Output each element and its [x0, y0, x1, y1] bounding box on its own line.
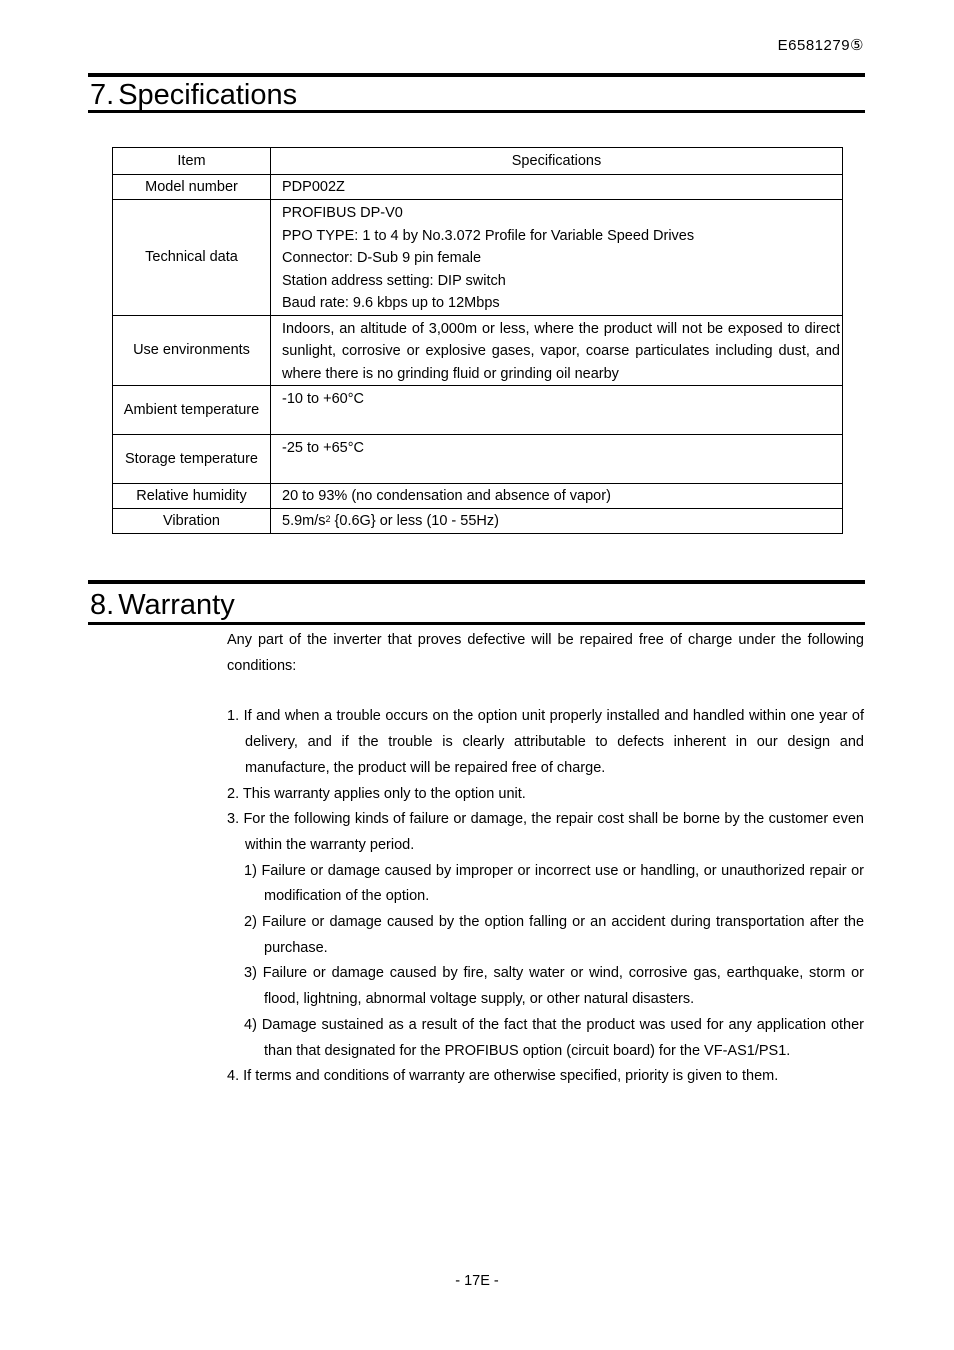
row-item: Use environments	[113, 315, 271, 386]
section-heading-specifications	[88, 73, 865, 113]
list-item: 3. For the following kinds of failure or damage, the repair cost shall be borne by the customer even within the warranty period.	[227, 811, 864, 853]
warranty-body	[227, 628, 864, 1090]
specifications-table	[112, 147, 843, 534]
row-item: Model number	[113, 175, 271, 200]
row-item: Technical data	[113, 200, 271, 316]
warranty-intro: Any part of the inverter that proves defective will be repaired free of charge under the following conditions:	[227, 632, 864, 674]
table-row	[113, 200, 843, 316]
row-item: Storage temperature	[113, 435, 271, 484]
sub-list-item: 3) Failure or damage caused by fire, salty water or wind, corrosive gas, earthquake, storm or flood, lightning, abnormal voltage supply, or other natural disasters.	[244, 965, 865, 1008]
column-header-item: Item	[113, 148, 271, 175]
row-item: Relative humidity	[113, 484, 271, 509]
table-header-row	[113, 148, 843, 175]
section-title: Specifications	[118, 79, 298, 111]
list-item: 1. If and when a trouble occurs on the option unit properly installed and handled within one year of delivery, and if the trouble is clearly attributable to defects inherent in our design and manufacture, the product will be repaired free of charge.	[227, 708, 865, 776]
row-value: -10 to +60°C	[271, 386, 843, 435]
section-heading-warranty	[88, 580, 865, 625]
list-item: 2. This warranty applies only to the option unit.	[227, 785, 526, 802]
table-row	[113, 315, 843, 386]
page-number: - 17E -	[455, 1273, 499, 1289]
column-header-specifications: Specifications	[271, 148, 843, 175]
section-number: 7.	[90, 79, 115, 111]
row-item: Vibration	[113, 509, 271, 534]
sub-list-item: 1) Failure or damage caused by improper or incorrect use or handling, or unauthorized repair or modification of the option.	[244, 862, 864, 905]
row-value: Indoors, an altitude of 3,000m or less, where the product will not be exposed to direct sunlight, corrosive or explosive gases, vapor, coarse particulates including dust, and where there is no grinding fluid or grinding oil nearby	[271, 315, 843, 386]
row-value: $5.9m/s^2$ {0.6G} or less (10 - 55Hz)	[271, 509, 843, 534]
table-row	[113, 386, 843, 435]
row-value: PROFIBUS DP-V0 PPO TYPE: 1 to 4 by No.3.072 Profile for Variable Speed Drives Connector: D-Sub 9 pin female Station address setting: DIP switch Baud rate: 9.6 kbps up to 12Mbps	[271, 200, 843, 316]
sub-list-item: 2) Failure or damage caused by the option falling or an accident during transportation after the purchase.	[244, 914, 865, 956]
list-item: 4. If terms and conditions of warranty are otherwise specified, priority is given to them.	[227, 1068, 779, 1085]
table-row	[113, 175, 843, 200]
document-number: E6581279⑤	[777, 37, 864, 54]
sub-list-item: 4) Damage sustained as a result of the fact that the product was used for any application other than that designated for the PROFIBUS option (circuit board) for the VF-AS1/PS1.	[244, 1016, 865, 1059]
table-row	[113, 509, 843, 534]
row-item: Ambient temperature	[113, 386, 271, 435]
section-number: 8.	[90, 589, 115, 621]
section-title: Warranty	[118, 589, 235, 621]
row-value: 20 to 93% (no condensation and absence of vapor)	[271, 484, 843, 509]
row-value: -25 to +65°C	[271, 435, 843, 484]
table-row	[113, 435, 843, 484]
table-row	[113, 484, 843, 509]
row-value: PDP002Z	[271, 175, 843, 200]
